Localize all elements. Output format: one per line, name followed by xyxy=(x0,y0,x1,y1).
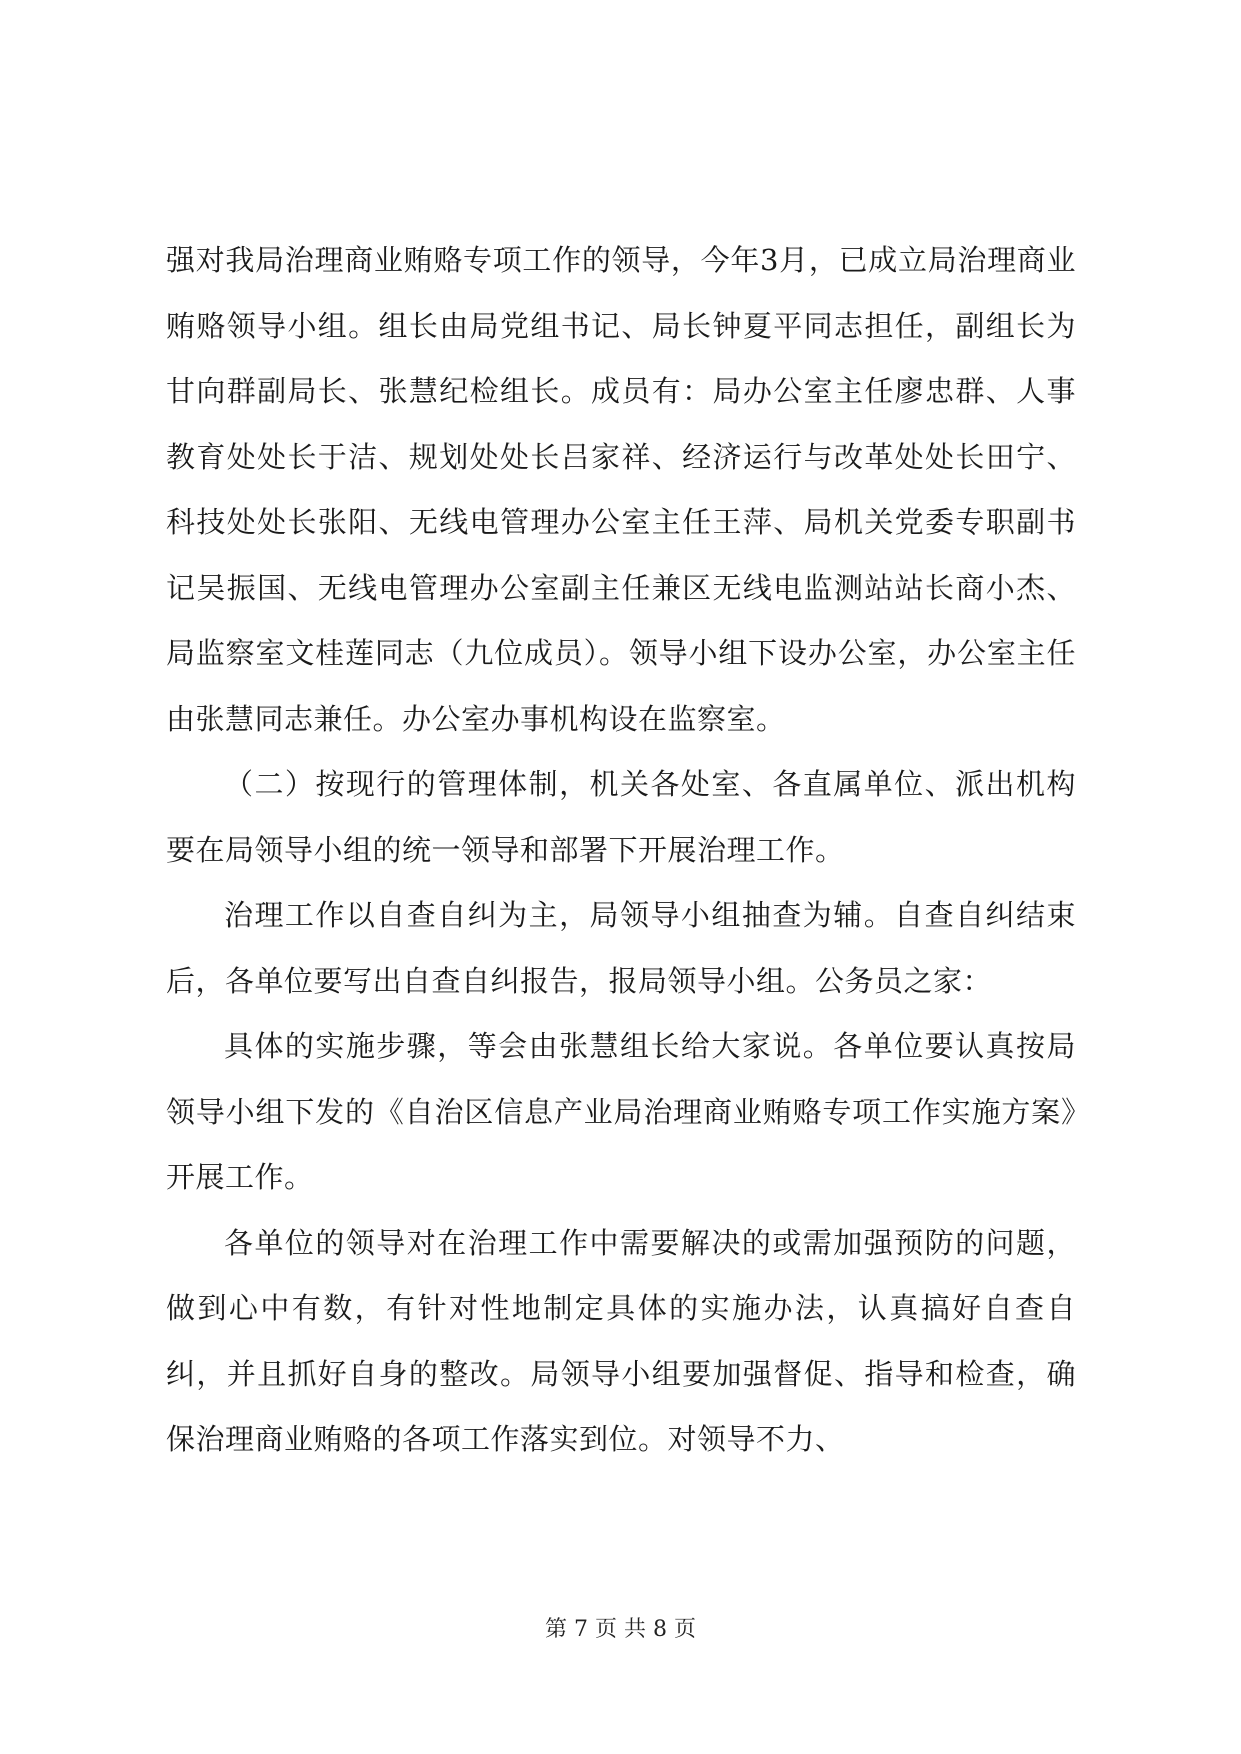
paragraph-self-inspection: 治理工作以自查自纠为主，局领导小组抽查为辅。自查自纠结束后，各单位要写出自查自纠报告，报局领导小组。公务员之家： xyxy=(166,898,1076,998)
paragraph-implementation-steps: 具体的实施步骤，等会由张慧组长给大家说。各单位要认真按局领导小组下发的《自治区信息产业局治理商业贿赂专项工作实施方案》开展工作。 xyxy=(166,1029,1076,1194)
paragraph-management-system: （二）按现行的管理体制，机关各处室、各直属单位、派出机构要在局领导小组的统一领导和部署下开展治理工作。 xyxy=(166,767,1076,867)
document-body xyxy=(166,228,1076,1473)
paragraph-unit-leaders: 各单位的领导对在治理工作中需要解决的或需加强预防的问题，做到心中有数，有针对性地制定具体的实施办法，认真搞好自查自纠，并且抓好自身的整改。局领导小组要加强督促、指导和检查，确保治理商业贿赂的各项工作落实到位。对领导不力、 xyxy=(166,1225,1076,1456)
paragraph-leadership-group: 强对我局治理商业贿赂专项工作的领导，今年3月，已成立局治理商业贿赂领导小组。组长由局党组书记、局长钟夏平同志担任，副组长为甘向群副局长、张慧纪检组长。成员有：局办公室主任廖忠群、人事教育处处长于洁、规划处处长吕家祥、经济运行与改革处处长田宁、科技处处长张阳、无线电管理办公室主任王萍、局机关党委专职副书记吴振国、无线电管理办公室副主任兼区无线电监测站站长商小杰、局监察室文桂莲同志（九位成员）。领导小组下设办公室，办公室主任由张慧同志兼任。办公室办事机构设在监察室。 xyxy=(166,243,1076,736)
page-number-footer: 第 7 页 共 8 页 xyxy=(545,1617,696,1642)
